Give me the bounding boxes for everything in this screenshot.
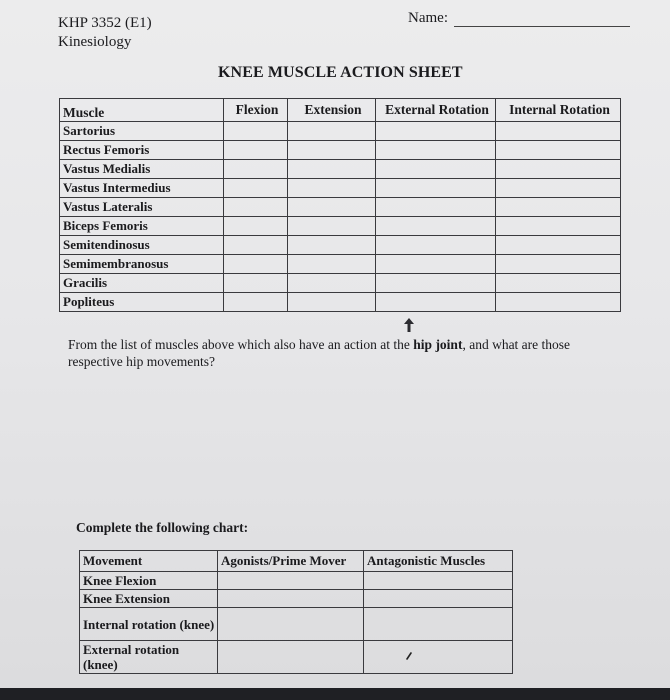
antagonists-cell[interactable]: [364, 608, 513, 641]
internal-rotation-cell[interactable]: [496, 160, 621, 179]
header-internal-rotation: Internal Rotation: [496, 99, 621, 122]
movement-name: Knee Flexion: [80, 572, 218, 590]
table-row: [60, 179, 621, 198]
table-row: [60, 236, 621, 255]
header-flexion: Flexion: [224, 99, 288, 122]
table-row: [60, 160, 621, 179]
question-emphasis: hip joint: [413, 337, 463, 352]
antagonists-cell[interactable]: [364, 641, 513, 674]
movement-chart-table: [79, 550, 513, 674]
table-row: [80, 641, 513, 674]
movement-name: External rotation (knee): [80, 641, 218, 674]
internal-rotation-cell[interactable]: [496, 274, 621, 293]
external-rotation-cell[interactable]: [376, 141, 496, 160]
external-rotation-cell[interactable]: [376, 255, 496, 274]
muscle-name: Semitendinosus: [60, 236, 224, 255]
muscle-name: Vastus Lateralis: [60, 198, 224, 217]
flexion-cell[interactable]: [224, 179, 288, 198]
table-row: [60, 255, 621, 274]
chart-prompt: Complete the following chart:: [76, 520, 249, 535]
agonists-cell[interactable]: [218, 608, 364, 641]
muscle-name: Biceps Femoris: [60, 217, 224, 236]
name-label: Name:: [408, 10, 448, 26]
flexion-cell[interactable]: [224, 293, 288, 312]
table-row: [60, 217, 621, 236]
course-code: KHP 3352 (E1): [58, 15, 152, 31]
muscle-name: Vastus Intermedius: [60, 179, 224, 198]
internal-rotation-cell[interactable]: [496, 255, 621, 274]
bottom-edge: [0, 688, 670, 700]
table-header-row: [80, 551, 513, 572]
internal-rotation-cell[interactable]: [496, 236, 621, 255]
table-row: [60, 198, 621, 217]
pen-mark-icon: [406, 652, 412, 660]
internal-rotation-cell[interactable]: [496, 141, 621, 160]
flexion-cell[interactable]: [224, 274, 288, 293]
external-rotation-cell[interactable]: [376, 122, 496, 141]
muscle-name: Vastus Medialis: [60, 160, 224, 179]
table-row: [60, 141, 621, 160]
course-name: Kinesiology: [58, 34, 132, 50]
internal-rotation-cell[interactable]: [496, 217, 621, 236]
internal-rotation-cell[interactable]: [496, 293, 621, 312]
flexion-cell[interactable]: [224, 236, 288, 255]
muscle-name: Rectus Femoris: [60, 141, 224, 160]
muscle-name: Semimembranosus: [60, 255, 224, 274]
header-antagonists: Antagonistic Muscles: [364, 551, 513, 572]
extension-cell[interactable]: [288, 293, 376, 312]
extension-cell[interactable]: [288, 255, 376, 274]
extension-cell[interactable]: [288, 274, 376, 293]
flexion-cell[interactable]: [224, 198, 288, 217]
header-extension: Extension: [288, 99, 376, 122]
header-movement: Movement: [80, 551, 218, 572]
external-rotation-cell[interactable]: [376, 179, 496, 198]
table-row: [60, 122, 621, 141]
page-title: KNEE MUSCLE ACTION SHEET: [218, 64, 463, 81]
table-row: [80, 608, 513, 641]
external-rotation-cell[interactable]: [376, 198, 496, 217]
extension-cell[interactable]: [288, 122, 376, 141]
flexion-cell[interactable]: [224, 160, 288, 179]
flexion-cell[interactable]: [224, 141, 288, 160]
movement-name: Internal rotation (knee): [80, 608, 218, 641]
header-external-rotation: External Rotation: [376, 99, 496, 122]
table-row: [80, 590, 513, 608]
extension-cell[interactable]: [288, 179, 376, 198]
external-rotation-cell[interactable]: [376, 274, 496, 293]
extension-cell[interactable]: [288, 217, 376, 236]
name-blank-line[interactable]: [454, 14, 630, 27]
name-field[interactable]: [408, 10, 630, 27]
table-row: [60, 293, 621, 312]
external-rotation-cell[interactable]: [376, 217, 496, 236]
external-rotation-cell[interactable]: [376, 236, 496, 255]
movement-name: Knee Extension: [80, 590, 218, 608]
question-text-start: From the list of muscles above which also have an action at the: [68, 337, 414, 352]
cursor-icon: [404, 318, 414, 332]
external-rotation-cell[interactable]: [376, 293, 496, 312]
antagonists-cell[interactable]: [364, 590, 513, 608]
table-header-row: [60, 99, 621, 122]
flexion-cell[interactable]: [224, 217, 288, 236]
flexion-cell[interactable]: [224, 255, 288, 274]
extension-cell[interactable]: [288, 236, 376, 255]
header-muscle: Muscle: [60, 99, 224, 122]
muscle-name: Gracilis: [60, 274, 224, 293]
antagonists-cell[interactable]: [364, 572, 513, 590]
external-rotation-cell[interactable]: [376, 160, 496, 179]
hip-joint-question: [68, 336, 608, 370]
header-agonists: Agonists/Prime Mover: [218, 551, 364, 572]
flexion-cell[interactable]: [224, 122, 288, 141]
agonists-cell[interactable]: [218, 590, 364, 608]
extension-cell[interactable]: [288, 198, 376, 217]
muscle-name: Sartorius: [60, 122, 224, 141]
knee-muscle-action-table: [59, 98, 621, 312]
table-row: [60, 274, 621, 293]
table-row: [80, 572, 513, 590]
internal-rotation-cell[interactable]: [496, 122, 621, 141]
internal-rotation-cell[interactable]: [496, 179, 621, 198]
agonists-cell[interactable]: [218, 641, 364, 674]
question-text-end: , and what are those respective hip movements?: [68, 337, 571, 369]
course-info: [58, 14, 152, 52]
extension-cell[interactable]: [288, 141, 376, 160]
muscle-name: Popliteus: [60, 293, 224, 312]
internal-rotation-cell[interactable]: [496, 198, 621, 217]
agonists-cell[interactable]: [218, 572, 364, 590]
extension-cell[interactable]: [288, 160, 376, 179]
